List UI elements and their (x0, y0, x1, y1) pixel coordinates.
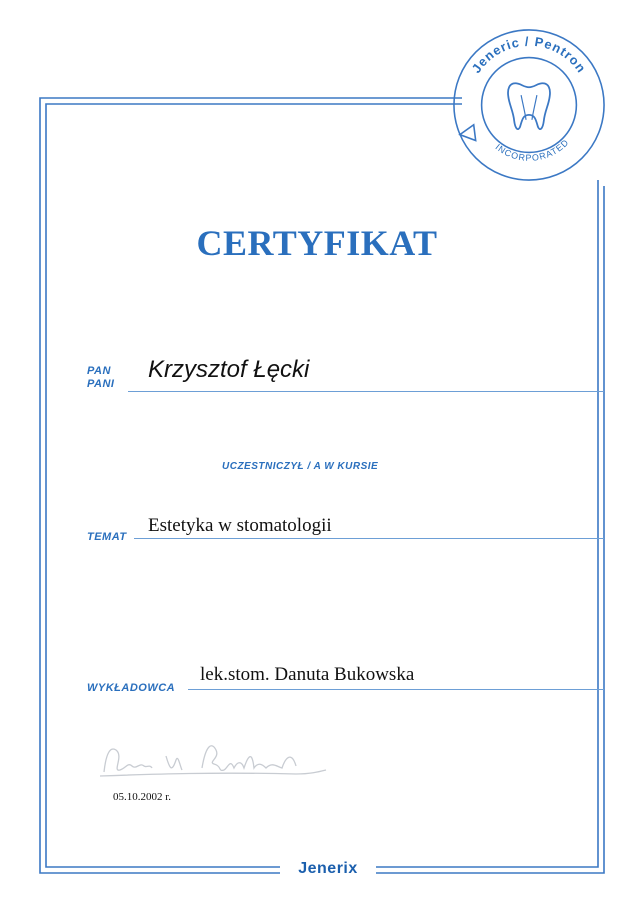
jeneric-pentron-seal (450, 26, 608, 184)
seal-bottom-text: INCORPORATED (493, 136, 571, 163)
signature (96, 732, 346, 782)
tooth-icon (508, 83, 550, 129)
label-lecturer: WYKŁADOWCA (87, 682, 176, 694)
participation-text: UCZESTNICZYŁ / A W KURSIE (222, 461, 379, 472)
lecturer-underline (188, 689, 604, 690)
recipient-underline (128, 391, 604, 392)
lecturer-name: lek.stom. Danuta Bukowska (200, 664, 415, 685)
recipient-name: Krzysztof Łęcki (148, 356, 310, 383)
footer-brand-logo: Jenerix (280, 859, 376, 879)
label-pan: PAN (87, 365, 111, 377)
seal-top-text: Jeneric / Pentron (468, 33, 590, 76)
topic-underline (134, 538, 604, 539)
course-topic: Estetyka w stomatologii (148, 515, 332, 536)
label-pani: PANI (87, 378, 115, 390)
certificate-date: 05.10.2002 r. (113, 791, 172, 803)
certificate-title: CERTYFIKAT (196, 223, 438, 263)
label-topic: TEMAT (87, 531, 127, 543)
